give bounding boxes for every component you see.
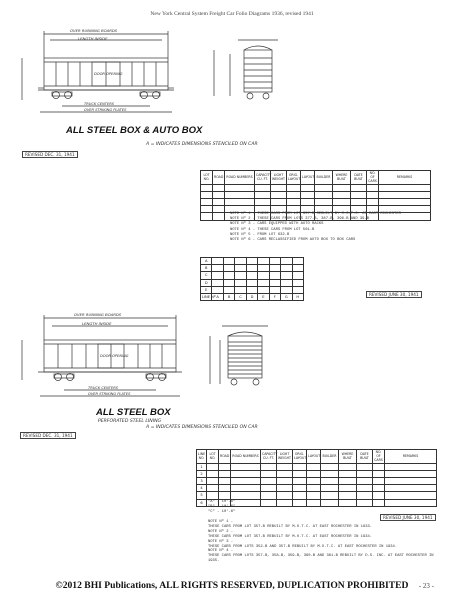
note-line: THESE CARS FROM LOTS 352-B AND 357-B REBUILT BY M.O.T.C. AT EAST ROCHESTER IN 1934. (208, 544, 398, 549)
table-cell (339, 485, 357, 492)
table-cell (307, 485, 321, 492)
table-cell (219, 477, 231, 484)
table-cell (373, 485, 385, 492)
copyright-footer: ©2012 BHI Publications, ALL RIGHTS RESERVED, DUPLICATION PROHIBITED (55, 580, 409, 591)
table-cell: 2 (197, 470, 207, 477)
table-cell (339, 470, 357, 477)
table-cell (357, 470, 373, 477)
table-cell (277, 463, 293, 470)
table-cell: E (201, 286, 212, 293)
table-cell (293, 492, 307, 499)
table-cell (261, 485, 277, 492)
table-cell (321, 463, 339, 470)
note-line: THESE CARS FROM LOT 357-B REBUILT BY M.O.T.C. AT EAST ROCHESTER IN 1933. (208, 524, 373, 529)
table-cell (307, 499, 321, 506)
table-cell: 4 (197, 485, 207, 492)
table-cell (207, 470, 219, 477)
col-header: LIGHT WEIGHT (271, 171, 287, 185)
table-cell (293, 499, 307, 506)
table-cell: 5 (197, 492, 207, 499)
table-cell (277, 470, 293, 477)
col-header: NO. OF CARS (374, 450, 383, 463)
table-cell (261, 499, 277, 506)
dim-label-length-inside: LENGTH INSIDE (82, 321, 112, 326)
table-row (197, 492, 437, 499)
page-header: New York Central System Freight Car Folio Diagrams 1936, revised 1941 (150, 11, 314, 17)
table-cell: 3 (197, 477, 207, 484)
diagram2-dimension-lines (208, 500, 235, 516)
table-cell (277, 492, 293, 499)
dim-label-length-inside: LENGTH INSIDE (78, 36, 108, 41)
table-cell: H (292, 293, 304, 300)
table-cell (321, 485, 339, 492)
table-cell: 6 (197, 499, 207, 506)
table-cell (357, 492, 373, 499)
note-line: NOTE Nº 4 - (208, 549, 234, 554)
col-header: NO. OF CARS (368, 171, 377, 184)
table-cell (339, 463, 357, 470)
table-row (197, 470, 437, 477)
note-line: THESE CARS FROM LOTS 357-B, 358-B, 359-B, 360-B AND 361-B REBUILT BY D.S. INC. AT EAST ROCHESTER IN 1935. (208, 554, 434, 564)
table-cell: 1 (197, 463, 207, 470)
note-line: NOTE Nº 6 - CARS RECLASSIFIED FROM AUTO BOX TO BOX CARS (230, 238, 356, 243)
table-cell (339, 499, 357, 506)
table-cell (293, 470, 307, 477)
dim-label-striking-plates: OVER STRIKING PLATES (88, 392, 131, 396)
note-line: NOTE Nº 4 - THESE CARS FROM LOT 561-B (230, 227, 315, 232)
table-cell (261, 477, 277, 484)
table-cell (339, 477, 357, 484)
table-cell (277, 477, 293, 484)
table-cell: A (212, 293, 223, 300)
table-cell (357, 463, 373, 470)
table-cell: B (223, 293, 234, 300)
table-cell: B (201, 265, 212, 272)
dim-line: "C" - 10'-6" (208, 510, 236, 515)
col-header: ROAD (219, 450, 231, 464)
table-cell: D (201, 279, 212, 286)
table-cell (373, 492, 385, 499)
diagram2-revised2-stamp: REVISED JUNE 30, 1941 (380, 514, 436, 521)
page-number: - 23 - (418, 582, 434, 590)
table-cell (357, 499, 373, 506)
table-cell (373, 477, 385, 484)
table-cell (261, 470, 277, 477)
table-cell (231, 492, 261, 499)
diagram2-revised-stamp: REVISED DEC. 31, 1941 (20, 432, 76, 439)
col-header: REMARKS (379, 171, 431, 185)
diagram2-notes (208, 520, 434, 564)
note-line: NOTE Nº 2 - THESE CARS FROM LOTS 377-B, 387-B, 396-B AND 39-B (230, 217, 369, 222)
table-cell (231, 477, 261, 484)
wheel (159, 374, 166, 381)
col-header: ROAD NUMBERS (231, 450, 261, 464)
dim-label-door-opening: DOOR OPENING (94, 72, 123, 76)
table-cell (207, 492, 219, 499)
col-header: LOT NO. (207, 450, 219, 464)
diagram2-caption: ALL STEEL BOX (96, 407, 171, 418)
table-cell (293, 463, 307, 470)
note-line: NOTE Nº 5 - FROM LOT 632-B (230, 232, 290, 237)
wheel (55, 374, 62, 381)
table-cell (231, 463, 261, 470)
dim-line: "A" - 10'-6" (208, 500, 236, 504)
dim-label-truck-centers: TRUCK CENTERS (84, 102, 115, 106)
table-cell (219, 492, 231, 499)
note-line: NOTE Nº 1 - THESE CARS FROM LOT 357-B REBUILT BY M.O.T.C. AT EAST ROCHESTER (230, 212, 401, 216)
table-cell (307, 463, 321, 470)
table-header-row (197, 450, 437, 464)
table-cell (307, 492, 321, 499)
table-cell (357, 477, 373, 484)
table-cell (385, 463, 437, 470)
col-header: REMARKS (385, 450, 437, 464)
table-cell (231, 470, 261, 477)
table-cell: C (235, 293, 246, 300)
table-cell (339, 492, 357, 499)
diagram1-caption: ALL STEEL BOX & AUTO BOX (66, 125, 203, 136)
note-line: NOTE Nº 1 - (208, 520, 234, 524)
wheel (67, 374, 74, 381)
dim-label-running-boards: OVER RUNNING BOARDS (74, 312, 122, 317)
table-cell (277, 499, 293, 506)
table-cell: C (201, 272, 212, 279)
dim-label-striking-plates: OVER STRIKING PLATES (84, 108, 127, 112)
diagram1-revised2-stamp: REVISED JUNE 30, 1941 (366, 291, 422, 298)
table-cell (373, 499, 385, 506)
dim-label-door-opening: DOOR OPENING (100, 354, 129, 358)
table-cell (385, 499, 437, 506)
table-cell (307, 477, 321, 484)
col-header: LIGHT WEIGHT (277, 450, 293, 464)
table-cell (207, 463, 219, 470)
dim-label-running-boards: OVER RUNNING BOARDS (70, 28, 118, 33)
table-cell (321, 477, 339, 484)
table-cell (293, 477, 307, 484)
table-cell (231, 485, 261, 492)
col-header: LINE NO. (197, 450, 207, 464)
col-header: DATE BUILT (357, 450, 373, 464)
table-cell (321, 492, 339, 499)
wheel (147, 374, 154, 381)
note-line: NOTE Nº 2 - (208, 529, 234, 534)
table-row (197, 477, 437, 484)
table-cell: E (258, 293, 269, 300)
table-cell (373, 463, 385, 470)
table-cell (307, 470, 321, 477)
table-cell (321, 499, 339, 506)
table-cell (277, 485, 293, 492)
table-cell (385, 485, 437, 492)
col-header: BUILDER (315, 171, 333, 185)
table-cell: F (269, 293, 280, 300)
col-header: LAYOUT (307, 450, 321, 464)
table-cell (207, 477, 219, 484)
table-cell: A (201, 258, 212, 265)
table-cell (373, 470, 385, 477)
col-header: WHERE BUILT (339, 450, 357, 464)
col-header: LOT NO. (201, 171, 213, 185)
col-header: BUILDER (321, 450, 339, 464)
col-header: DATE BUILT (351, 171, 367, 185)
dim-label-truck-centers: TRUCK CENTERS (88, 386, 119, 390)
table-cell (261, 463, 277, 470)
col-header: ORIG. LAYOUT (287, 171, 301, 185)
table-cell: LINE Nº (202, 295, 216, 300)
table-cell (385, 477, 437, 484)
col-header: CAPACITY CU. FT. (261, 450, 277, 464)
note-line: NOTE Nº 3 - CARS EQUIPPED WITH AUTO RACKS (230, 222, 324, 227)
table-cell (219, 485, 231, 492)
table-cell (293, 485, 307, 492)
col-header: ROAD (213, 171, 225, 185)
diagram2-car-table (196, 449, 437, 507)
table-cell: D (246, 293, 257, 300)
dim-line: "B" - 10'-6" (208, 505, 236, 510)
col-header: CAPACITY CU. FT. (255, 171, 271, 185)
diagram2-subcaption: PERFORATED STEEL LINING (98, 419, 162, 424)
diagram1-stencil-note: A = INDICATES DIMENSIONS STENCILED ON CAR (146, 142, 258, 147)
table-cell (321, 470, 339, 477)
col-header: ROAD NUMBERS (225, 171, 255, 185)
table-row (197, 485, 437, 492)
table-cell: G (281, 293, 292, 300)
col-header: LAYOUT (301, 171, 315, 185)
table-cell (261, 492, 277, 499)
note-line: THESE CARS FROM LOT 357-B REBUILT BY M.O.T.C. AT EAST ROCHESTER IN 1934. (208, 534, 373, 539)
diagram1-revised-stamp: REVISED DEC. 31, 1941 (22, 151, 78, 158)
table-cell (207, 485, 219, 492)
table-cell (385, 492, 437, 499)
table-cell (219, 470, 231, 477)
table-cell (385, 470, 437, 477)
note-line: NOTE Nº 3 - (208, 539, 234, 544)
diagram2-stencil-note: A = INDICATES DIMENSIONS STENCILED ON CAR (146, 425, 258, 430)
table-cell (219, 463, 231, 470)
col-header: WHERE BUILT (333, 171, 351, 185)
col-header: ORIG. LAYOUT (293, 450, 307, 464)
table-cell (357, 485, 373, 492)
table-row (197, 463, 437, 470)
